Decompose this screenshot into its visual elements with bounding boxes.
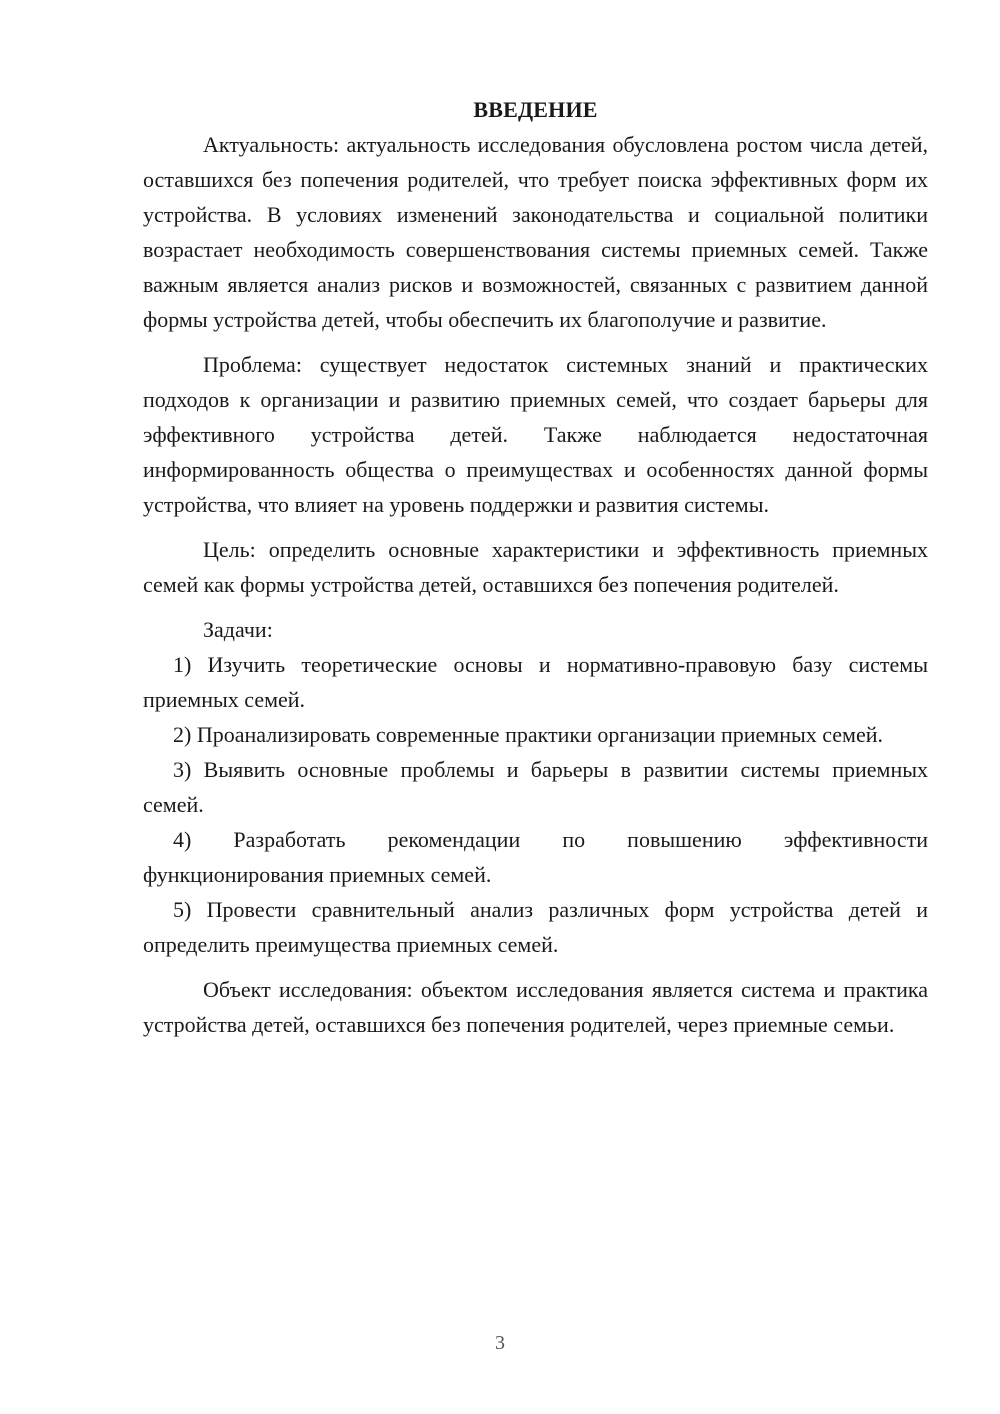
paragraph-object: Объект исследования: объектом исследования является система и практика устройства детей, оставшихся без попечения родителей, через приемные семьи. xyxy=(143,977,928,1037)
paragraph-goal: Цель: определить основные характеристики и эффективность приемных семей как формы устройства детей, оставшихся без попечения родителей. xyxy=(143,537,928,597)
task-item-1: 1) Изучить теоретические основы и нормативно-правовую базу системы приемных семей. xyxy=(143,652,928,712)
page-number: 3 xyxy=(495,1332,505,1354)
paragraph-relevance: Актуальность: актуальность исследования обусловлена ростом числа детей, оставшихся без попечения родителей, что требует поиска эффективных форм их устройства. В условиях изменений законодательства и социальной политики возрастает необходимость совершенствования системы приемных семей. Также важным является анализ рисков и возможностей, связанных с развитием данной формы устройства детей, чтобы обеспечить их благополучие и развитие. xyxy=(143,132,928,332)
task-item-4: 4) Разработать рекомендации по повышению эффективности функционирования приемных семей. xyxy=(143,827,928,887)
paragraph-problem: Проблема: существует недостаток системных знаний и практических подходов к организации и развитию приемных семей, что создает барьеры для эффективного устройства детей. Также наблюдается недостаточная информированность общества о преимуществах и особенностях данной формы устройства, что влияет на уровень поддержки и развития системы. xyxy=(143,352,928,517)
page-title: ВВЕДЕНИЕ xyxy=(473,97,598,122)
task-item-3: 3) Выявить основные проблемы и барьеры в развитии системы приемных семей. xyxy=(143,757,928,817)
document-page xyxy=(143,92,928,1042)
task-item-2: 2) Проанализировать современные практики организации приемных семей. xyxy=(173,722,884,747)
tasks-label: Задачи: xyxy=(203,617,273,642)
task-item-5: 5) Провести сравнительный анализ различных форм устройства детей и определить преимущества приемных семей. xyxy=(143,897,928,957)
